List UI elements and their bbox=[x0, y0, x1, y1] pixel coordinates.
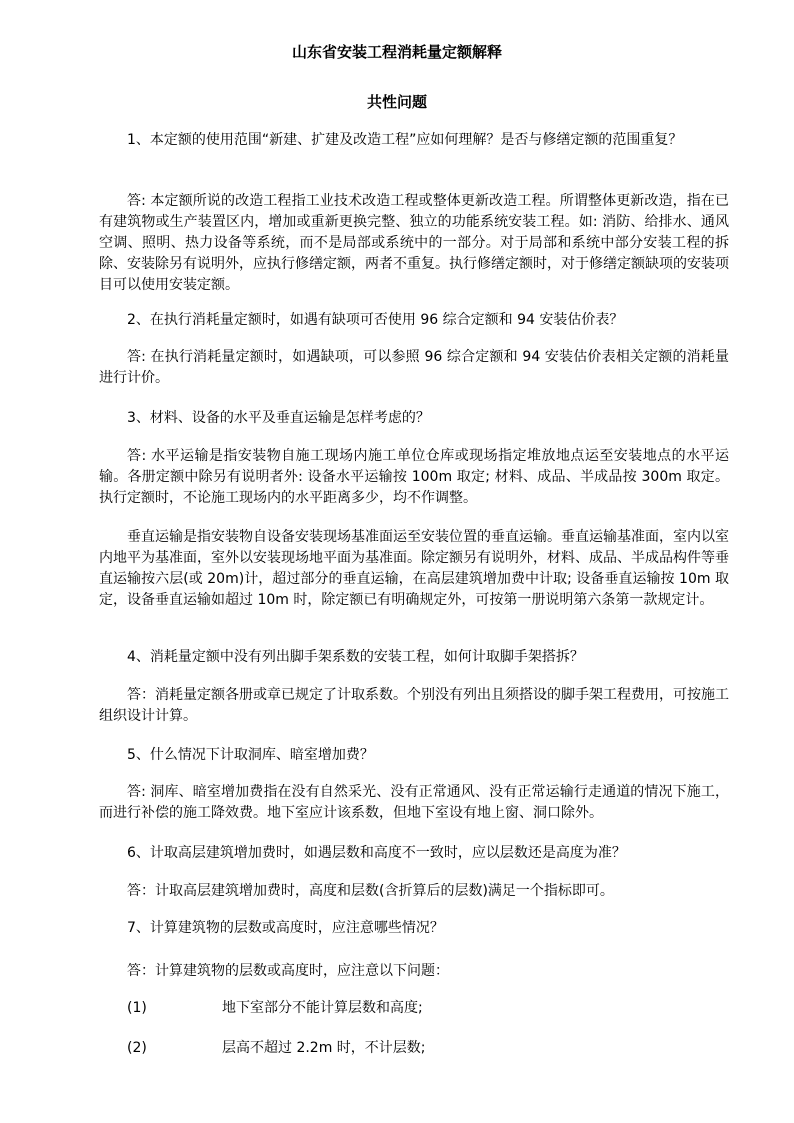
question-paragraph: 1、本定额的使用范围“新建、扩建及改造工程”应如何理解？是否与修缮定额的范围重复？ bbox=[127, 132, 683, 148]
question-paragraph: 4、消耗量定额中没有列出脚手架系数的安装工程，如何计取脚手架搭拆？ bbox=[127, 649, 584, 665]
answer-paragraph: 答: 洞库、暗室增加费指在没有自然采光、没有正常通风、没有正常运输行走通道的情况下施工，而进行补偿的施工降效费。地下室应计该系数，但地下室设有地上窗、洞口除外。 bbox=[99, 784, 729, 821]
answer-paragraph: 答：消耗量定额各册或章已规定了计取系数。个别没有列出且须搭设的脚手架工程费用，可按施工组织设计计算。 bbox=[99, 687, 729, 724]
question-paragraph: 7、计算建筑物的层数或高度时，应注意哪些情况？ bbox=[127, 920, 444, 936]
section-heading: 共性问题 bbox=[366, 93, 427, 111]
list-item-number: (1) bbox=[127, 1000, 147, 1016]
answer-paragraph: 答: 本定额所说的改造工程指工业技术改造工程或整体更新改造工程。所谓整体更新改造，指在已有建筑物或生产装置区内，增加或重新更换完整、独立的功能系统安装工程。如: 消防、给排水、通风空调、照明、热力设备等系统，而不是局部或系统中的一部分。对于局部和系统中部分安装工程的拆除、安装除另有说明外，应执行修缮定额，两者不重复。执行修缮定额时，对于修缮定额缺项的安装项目可以使用安装定额。 bbox=[99, 193, 729, 293]
answer-paragraph: 答：计算建筑物的层数或高度时，应注意以下问题： bbox=[127, 963, 449, 979]
list-item-text: 层高不超过 2.2m 时，不计层数; bbox=[222, 1040, 426, 1056]
answer-paragraph: 答: 水平运输是指安装物自施工现场内施工单位仓库或现场指定堆放地点运至安装地点的水平运输。各册定额中除另有说明者外: 设备水平运输按 100m 取定; 材料、成品、半成品按 300m 取定。执行定额时，不论施工现场内的水平距离多少，均不作调整。 bbox=[99, 448, 729, 506]
answer-paragraph: 垂直运输是指安装物自设备安装现场基准面运至安装位置的垂直运输。垂直运输基准面，室内以室内地平为基准面，室外以安装现场地平面为基准面。除定额另有说明外，材料、成品、半成品构件等垂直运输按六层(或 20m)计，超过部分的垂直运输，在高层建筑增加费中计取; 设备垂直运输按 10m 取定，设备垂直运输如超过 10m 时，除定额已有明确规定外，可按第一册说明第六条第一款规定计。 bbox=[99, 529, 729, 608]
question-paragraph: 5、什么情况下计取洞库、暗室增加费？ bbox=[127, 747, 374, 763]
document-title: 山东省安装工程消耗量定额解释 bbox=[291, 43, 502, 61]
question-paragraph: 3、材料、设备的水平及垂直运输是怎样考虑的？ bbox=[127, 410, 430, 426]
answer-paragraph: 答：计取高层建筑增加费时，高度和层数(含折算后的层数)满足一个指标即可。 bbox=[127, 883, 614, 899]
question-paragraph: 2、在执行消耗量定额时，如遇有缺项可否使用 96 综合定额和 94 安装估价表？ bbox=[127, 312, 624, 328]
list-item-text: 地下室部分不能计算层数和高度; bbox=[222, 1000, 423, 1016]
question-paragraph: 6、计取高层建筑增加费时，如遇层数和高度不一致时，应以层数还是高度为准？ bbox=[127, 845, 626, 861]
list-item-number: (2) bbox=[127, 1040, 147, 1056]
answer-paragraph: 答: 在执行消耗量定额时，如遇缺项，可以参照 96 综合定额和 94 安装估价表相关定额的消耗量进行计价。 bbox=[99, 349, 729, 386]
